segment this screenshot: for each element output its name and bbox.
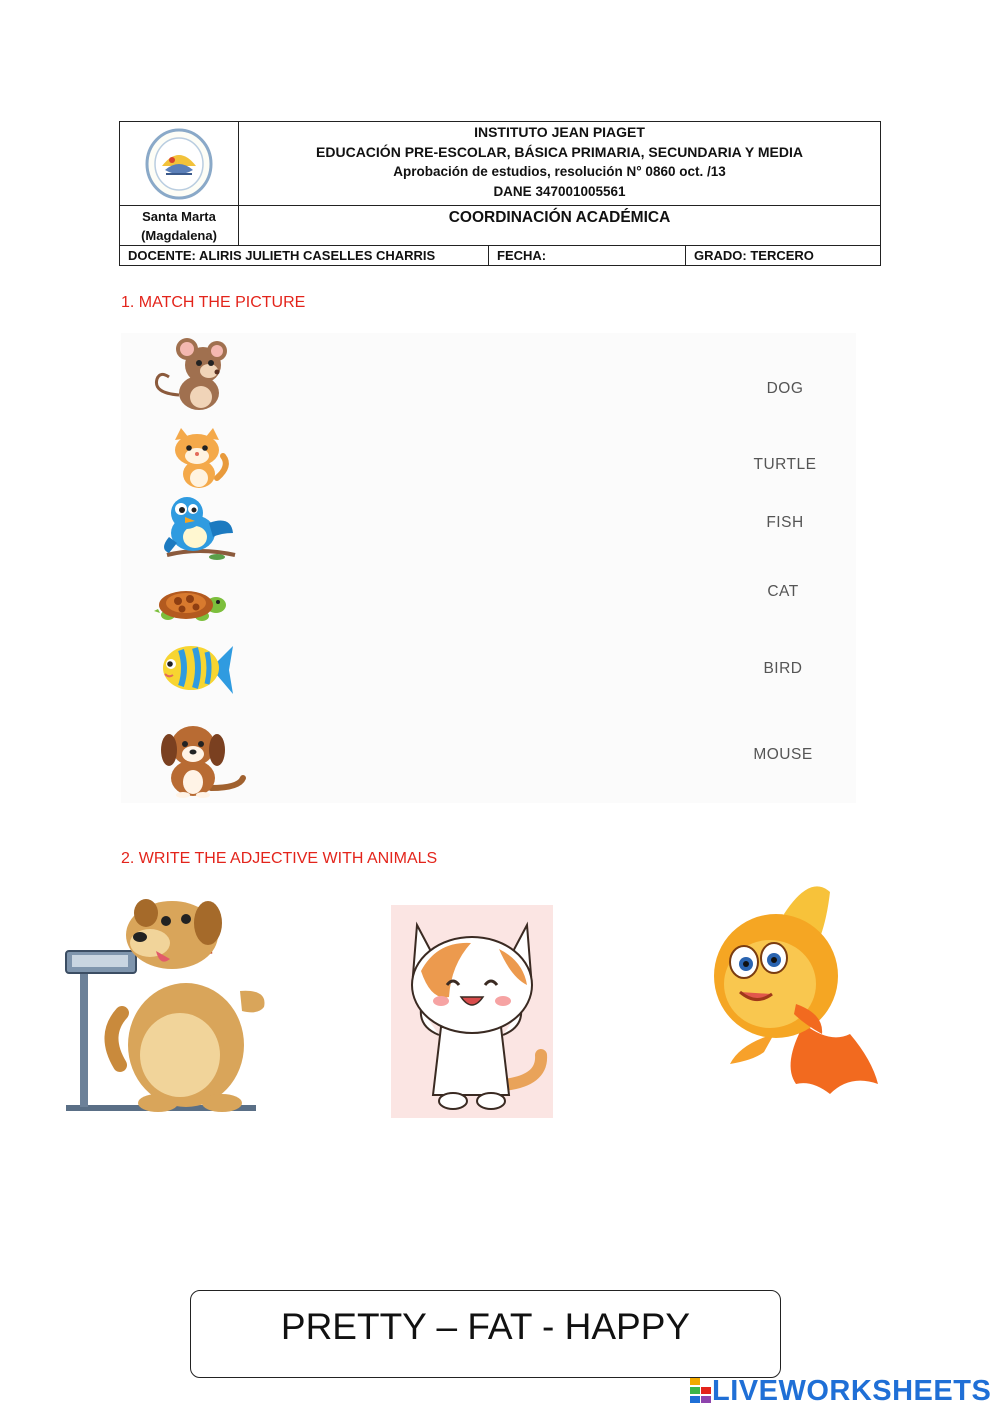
city-cell	[120, 206, 239, 246]
institution-name: INSTITUTO JEAN PIAGET	[474, 124, 645, 140]
word-option[interactable]: BIRD	[763, 660, 803, 677]
grade-field: GRADO: TERCERO	[694, 248, 814, 263]
word-option[interactable]: MOUSE	[753, 746, 813, 763]
section2-title: 2. WRITE THE ADJECTIVE WITH ANIMALS	[121, 850, 438, 867]
date-field: FECHA:	[489, 246, 686, 265]
institution-title	[239, 122, 880, 206]
word-option[interactable]: TURTLE	[753, 456, 817, 473]
mouse-icon[interactable]	[151, 335, 235, 413]
city-name: Santa Marta	[142, 209, 216, 224]
dane-code: DANE 347001005561	[493, 183, 626, 199]
brand-name: LIVEWORKSHEETS	[712, 1374, 992, 1407]
word-option[interactable]: CAT	[767, 583, 799, 600]
happy-cat-frame	[391, 905, 553, 1118]
goldfish-image	[700, 884, 882, 1108]
bird-icon[interactable]	[159, 493, 239, 573]
word-option[interactable]: DOG	[766, 380, 804, 397]
liveworksheets-icon	[690, 1376, 712, 1406]
happy-cat-image	[391, 905, 553, 1118]
turtle-icon[interactable]	[154, 585, 228, 623]
education-levels: EDUCACIÓN PRE-ESCOLAR, BÁSICA PRIMARIA, SECUNDARIA Y MEDIA	[316, 143, 803, 160]
teacher-field: DOCENTE: ALIRIS JULIETH CASELLES CHARRIS	[120, 246, 489, 265]
match-area	[121, 333, 856, 803]
header-table	[119, 121, 881, 266]
fish-icon[interactable]	[159, 638, 235, 700]
info-row	[120, 246, 880, 265]
word-option[interactable]: FISH	[766, 514, 804, 531]
approval-resolution: Aprobación de estudios, resolución N° 0860 oct. /13	[393, 164, 726, 179]
logo-cell	[120, 122, 239, 206]
fat-dog-image	[62, 895, 272, 1117]
answer-word-box: PRETTY – FAT - HAPPY	[190, 1290, 781, 1378]
cat-icon[interactable]	[161, 426, 231, 490]
section1-title: 1. MATCH THE PICTURE	[121, 294, 306, 311]
brand-logo	[690, 1374, 991, 1408]
city-region: (Magdalena)	[141, 228, 217, 243]
dog-icon[interactable]	[149, 718, 247, 798]
school-logo	[120, 122, 239, 206]
coordination-title: COORDINACIÓN ACADÉMICA	[239, 206, 880, 246]
